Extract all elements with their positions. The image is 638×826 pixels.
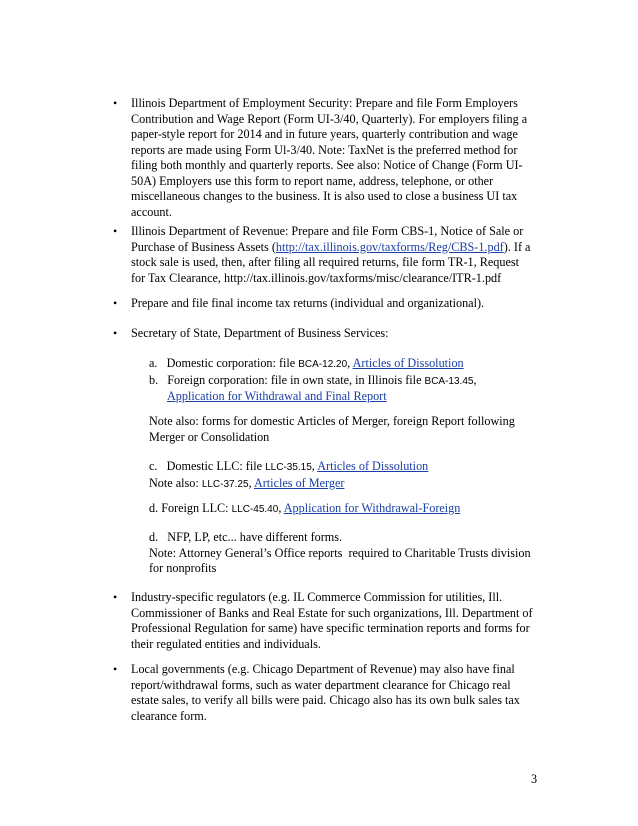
bullet-ides-text bbox=[131, 96, 555, 220]
sos-item-b-cont bbox=[149, 389, 477, 405]
text-fragment: , bbox=[248, 475, 254, 490]
text-fragment: , bbox=[473, 372, 477, 387]
text-line: stock sale is used, then, after filing all required returns, file form TR-1, Request bbox=[131, 255, 519, 269]
sos-item-b bbox=[149, 373, 477, 390]
form-code: BCA-13.45 bbox=[424, 375, 474, 387]
text-fragment: d. Foreign LLC: bbox=[149, 501, 232, 515]
cbs1-form-link[interactable]: http://tax.illinois.gov/taxforms/Reg/CBS-1.pdf bbox=[275, 239, 504, 254]
bullet-marker: • bbox=[113, 326, 118, 340]
bullet-marker: • bbox=[113, 224, 118, 238]
text-line: d. NFP, LP, etc... have different forms. bbox=[149, 530, 343, 544]
text-fragment: , bbox=[278, 501, 284, 515]
text-line: Note also: forms for domestic Articles of Merger, foreign Report following bbox=[149, 414, 515, 428]
sos-item-d-line bbox=[149, 501, 460, 518]
form-code: LLC-35.15 bbox=[265, 462, 312, 473]
form-code: LLC-45.40 bbox=[231, 504, 279, 515]
text-line: their regulated entities and individuals. bbox=[131, 636, 321, 651]
llc-articles-of-dissolution-link[interactable]: Articles of Dissolution bbox=[317, 459, 429, 473]
articles-of-merger-link[interactable]: Articles of Merger bbox=[253, 475, 345, 490]
text-fragment: b. Foreign corporation: file in own state, in Illinois file bbox=[149, 372, 425, 387]
text-fragment: , bbox=[311, 459, 318, 473]
bullet-local-gov-text bbox=[131, 662, 555, 724]
text-line: Professional Regulation for same) have specific termination reports and forms for bbox=[131, 621, 530, 635]
bullet-regulators-text bbox=[131, 590, 555, 652]
sos-item-c-line bbox=[149, 459, 428, 476]
sos-items-ab bbox=[149, 356, 477, 405]
text-fragment: c. Domestic LLC: file bbox=[149, 459, 266, 473]
text-line: 50A) Employers use this form to report name, address, telephone, or other bbox=[131, 173, 494, 188]
bullet-revenue-text bbox=[131, 224, 555, 286]
form-code: LLC-37.25 bbox=[201, 478, 249, 490]
text-line: Industry-specific regulators (e.g. IL Commerce Commission for utilities, Ill. bbox=[131, 590, 503, 604]
sos-item-d-nfp bbox=[149, 530, 531, 577]
text-line: Local governments (e.g. Chicago Department of Revenue) may also have final bbox=[131, 662, 515, 676]
text-line: estate sales, to verify all bills were paid. Chicago also has its own bulk sales tax bbox=[131, 693, 520, 707]
form-code: BCA-12.20 bbox=[298, 359, 348, 370]
page-number: 3 bbox=[531, 772, 538, 786]
bullet-sos-text bbox=[131, 326, 555, 342]
bullet-marker: • bbox=[113, 590, 118, 604]
text-line: Secretary of State, Department of Business Services: bbox=[131, 326, 389, 340]
articles-of-dissolution-link[interactable]: Articles of Dissolution bbox=[352, 356, 464, 370]
text-line: Commissioner of Banks and Real Estate for such organizations, Ill. Department of bbox=[131, 605, 533, 620]
text-line: for Tax Clearance, http://tax.illinois.gov/taxforms/misc/clearance/ITR-1.pdf bbox=[131, 270, 502, 285]
sos-item-c bbox=[149, 459, 428, 492]
text-fragment: Note also: bbox=[149, 475, 202, 490]
text-fragment: Purchase of Business Assets ( bbox=[131, 239, 276, 254]
text-line: filing both monthly and quarterly reports. See also: Notice of Change (Form UI- bbox=[131, 158, 523, 172]
text-line: miscellaneous changes to the business. It is also used to close a business UI tax bbox=[131, 189, 518, 203]
application-for-withdrawal-final-report-link[interactable]: Application for Withdrawal and Final Report bbox=[167, 389, 387, 403]
text-line: Contribution and Wage Report (Form UI-3/40, Quarterly). For employers filing a bbox=[131, 111, 528, 126]
text-line: clearance form. bbox=[131, 708, 207, 723]
sos-item-a bbox=[149, 356, 477, 373]
text-fragment: , bbox=[347, 356, 353, 370]
text-line: Illinois Department of Revenue: Prepare and file Form CBS-1, Notice of Sale or bbox=[131, 224, 524, 238]
text-line: account. bbox=[131, 204, 172, 219]
text-line: report/withdrawal forms, such as water department clearance for Chicago real bbox=[131, 677, 511, 692]
text-line: Illinois Department of Employment Security: Prepare and file Form Employers bbox=[131, 96, 518, 110]
note-merger bbox=[149, 414, 515, 445]
sos-item-d-foreign bbox=[149, 501, 460, 518]
bullet-marker: • bbox=[113, 662, 118, 676]
text-fragment: a. Domestic corporation: file bbox=[149, 356, 299, 370]
application-for-withdrawal-foreign-link[interactable]: Application for Withdrawal-Foreign bbox=[283, 501, 461, 515]
text-line: for nonprofits bbox=[149, 561, 217, 575]
text-line: reports are made using Form Ul-3/40. Note: TaxNet is the preferred method for bbox=[131, 142, 518, 157]
text-line: paper-style report for 2014 and in future years, quarterly contribution and wage bbox=[131, 127, 518, 141]
text-line: Note: Attorney General’s Office reports required to Charitable Trusts division bbox=[149, 545, 531, 560]
sos-item-c-note bbox=[149, 476, 428, 493]
text-line: Merger or Consolidation bbox=[149, 429, 270, 444]
text-line bbox=[131, 240, 555, 256]
bullet-marker: • bbox=[113, 96, 118, 110]
bullet-marker: • bbox=[113, 296, 118, 310]
text-line: Prepare and file final income tax returns (individual and organizational). bbox=[131, 296, 485, 310]
text-fragment: ). If a bbox=[503, 239, 531, 254]
bullet-income-tax-text bbox=[131, 296, 555, 312]
